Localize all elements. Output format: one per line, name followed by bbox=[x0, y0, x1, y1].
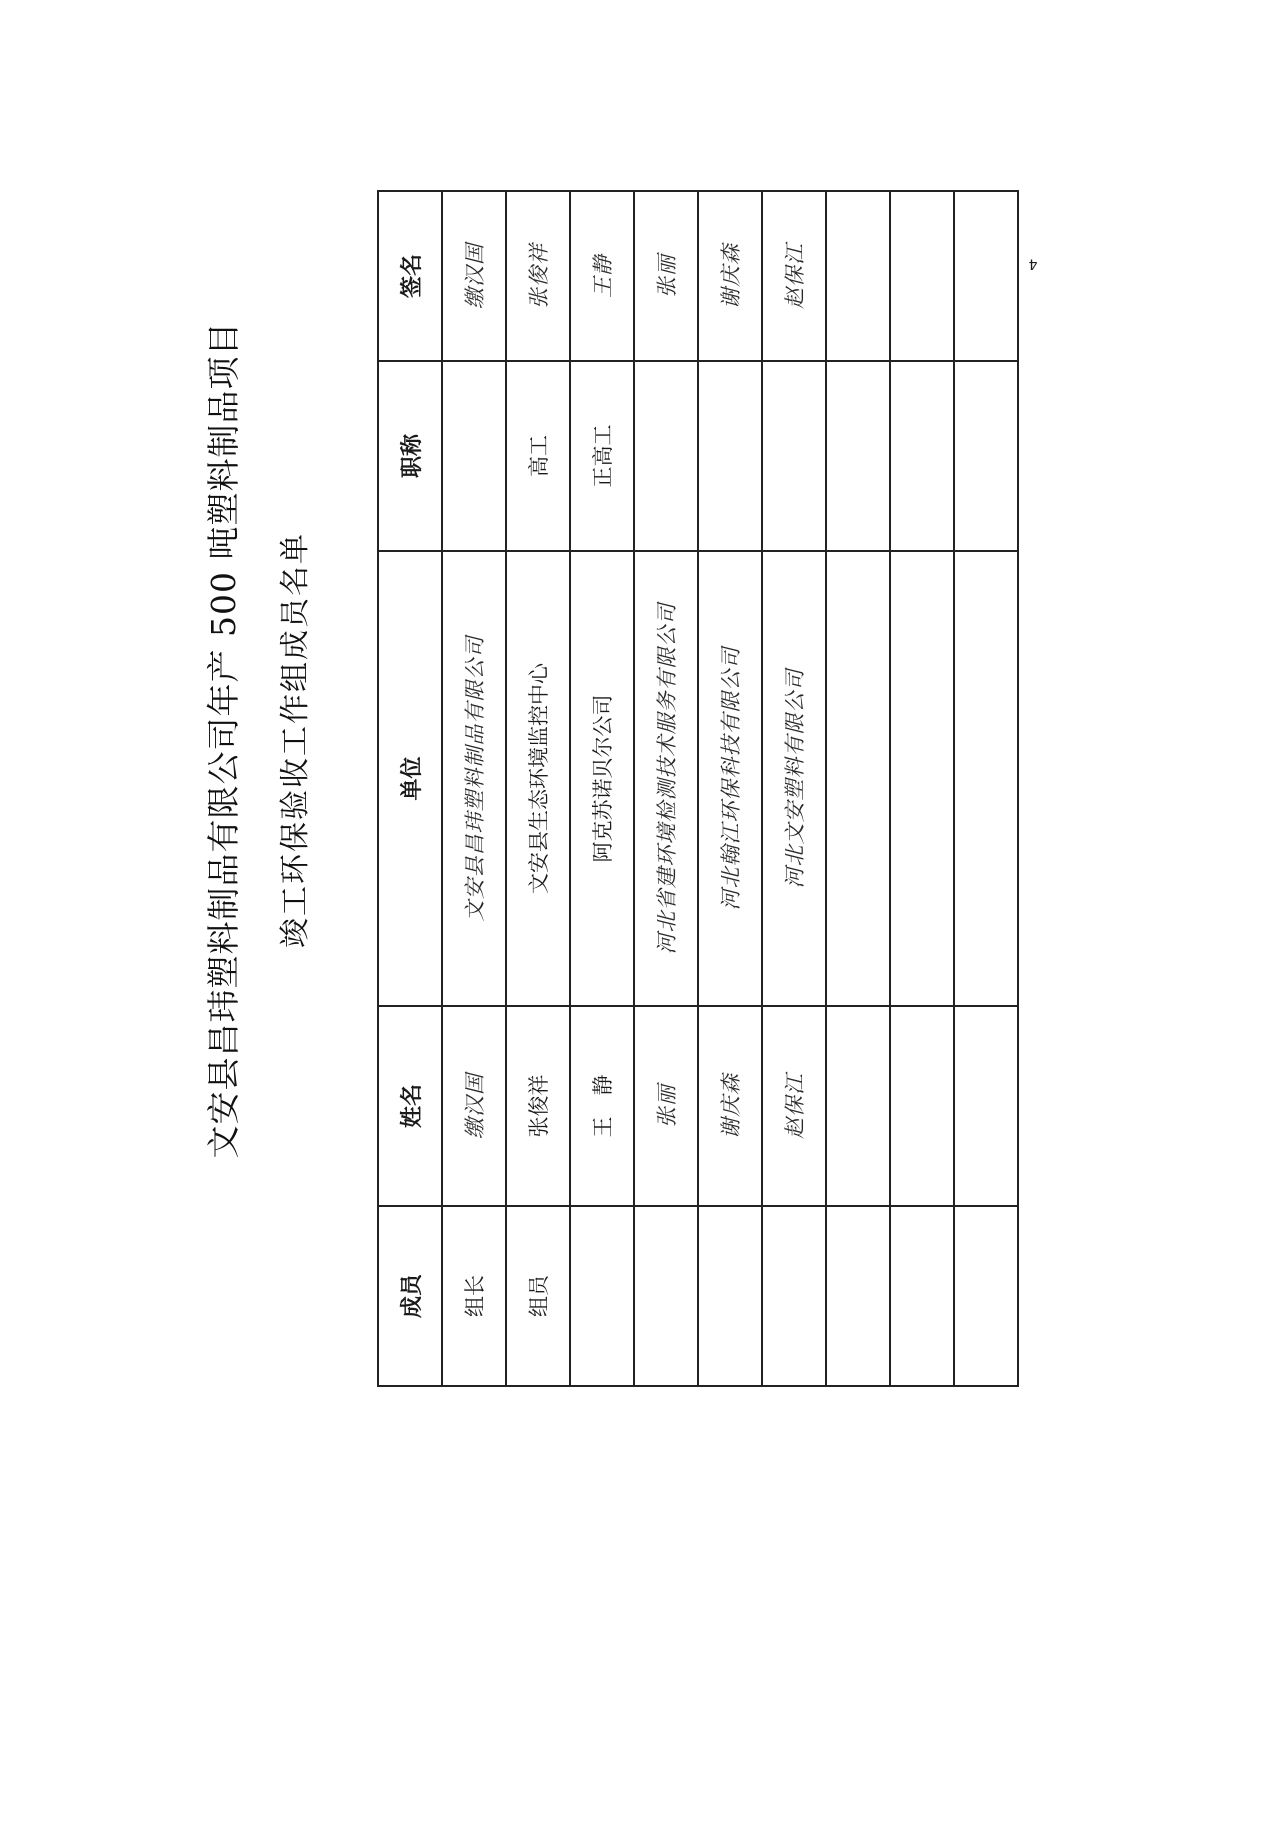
cell-signature: 张丽 bbox=[634, 191, 698, 361]
table-row bbox=[442, 191, 506, 1386]
cell-title bbox=[698, 361, 762, 551]
rotated-page bbox=[130, 90, 1090, 1390]
header-signature: 签名 bbox=[378, 191, 442, 361]
cell-signature: 赵保江 bbox=[762, 191, 826, 361]
table-row bbox=[826, 191, 890, 1386]
header-title: 职称 bbox=[378, 361, 442, 551]
table-row bbox=[506, 191, 570, 1386]
cell-unit bbox=[954, 551, 1018, 1006]
cell-role bbox=[826, 1206, 890, 1386]
member-table bbox=[377, 190, 1019, 1387]
cell-role bbox=[698, 1206, 762, 1386]
cell-title: 高工 bbox=[506, 361, 570, 551]
cell-name: 缴汉国 bbox=[442, 1006, 506, 1206]
cell-unit bbox=[890, 551, 954, 1006]
cell-signature: 王静 bbox=[570, 191, 634, 361]
cell-unit: 阿克苏诺贝尔公司 bbox=[570, 551, 634, 1006]
header-name: 姓名 bbox=[378, 1006, 442, 1206]
table-row bbox=[890, 191, 954, 1386]
cell-signature bbox=[826, 191, 890, 361]
cell-signature: 谢庆森 bbox=[698, 191, 762, 361]
table-row bbox=[954, 191, 1018, 1386]
cell-name: 张俊祥 bbox=[506, 1006, 570, 1206]
table-row bbox=[762, 191, 826, 1386]
cell-unit: 河北省建环境检测技术服务有限公司 bbox=[634, 551, 698, 1006]
cell-title bbox=[762, 361, 826, 551]
cell-title bbox=[634, 361, 698, 551]
cell-role bbox=[954, 1206, 1018, 1386]
table-row bbox=[698, 191, 762, 1386]
table-row bbox=[634, 191, 698, 1386]
cell-unit: 河北翰江环保科技有限公司 bbox=[698, 551, 762, 1006]
header-role: 成员 bbox=[378, 1206, 442, 1386]
cell-title: 正高工 bbox=[570, 361, 634, 551]
cell-name: 张丽 bbox=[634, 1006, 698, 1206]
cell-title bbox=[826, 361, 890, 551]
table-header-row bbox=[378, 191, 442, 1386]
cell-unit: 河北文安塑料有限公司 bbox=[762, 551, 826, 1006]
cell-name bbox=[826, 1006, 890, 1206]
cell-signature bbox=[890, 191, 954, 361]
cell-role bbox=[890, 1206, 954, 1386]
cell-role bbox=[762, 1206, 826, 1386]
cell-title bbox=[442, 361, 506, 551]
cell-title bbox=[890, 361, 954, 551]
cell-unit: 文安县生态环境监控中心 bbox=[506, 551, 570, 1006]
cell-name: 谢庆森 bbox=[698, 1006, 762, 1206]
cell-signature bbox=[954, 191, 1018, 361]
cell-unit bbox=[826, 551, 890, 1006]
document-title: 文安县昌玮塑料制品有限公司年产 500 吨塑料制品项目 bbox=[204, 321, 243, 1159]
cell-role: 组员 bbox=[506, 1206, 570, 1386]
cell-role bbox=[570, 1206, 634, 1386]
cell-name: 王 静 bbox=[570, 1006, 634, 1206]
cell-title bbox=[954, 361, 1018, 551]
cell-unit: 文安县昌玮塑料制品有限公司 bbox=[442, 551, 506, 1006]
cell-role: 组长 bbox=[442, 1206, 506, 1386]
document-subtitle: 竣工环保验收工作组成员名单 bbox=[278, 532, 313, 948]
cell-name bbox=[890, 1006, 954, 1206]
cell-signature: 张俊祥 bbox=[506, 191, 570, 361]
header-unit: 单位 bbox=[378, 551, 442, 1006]
table-row bbox=[570, 191, 634, 1386]
cell-name bbox=[954, 1006, 1018, 1206]
cell-role bbox=[634, 1206, 698, 1386]
cell-name: 赵保江 bbox=[762, 1006, 826, 1206]
cell-signature: 缴汉国 bbox=[442, 191, 506, 361]
page-number: 4 bbox=[1028, 255, 1038, 272]
